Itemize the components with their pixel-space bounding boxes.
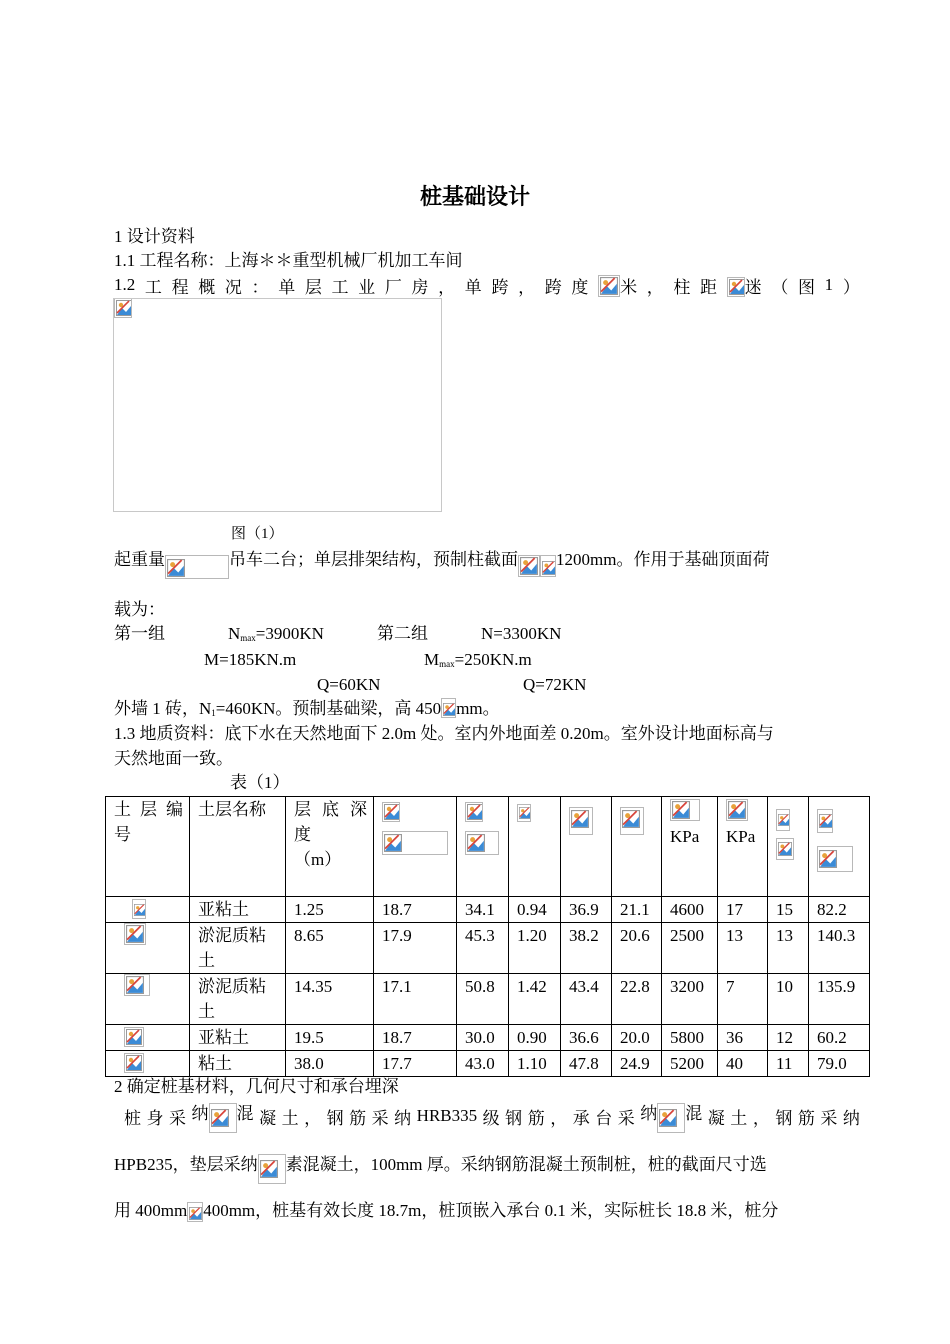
table-row bbox=[106, 1051, 870, 1077]
crane-paragraph-line1 bbox=[114, 549, 769, 579]
broken-image-icon bbox=[124, 1027, 144, 1047]
cell-depth: 38.0 bbox=[286, 1051, 374, 1077]
cell-value: 36.9 bbox=[561, 897, 612, 923]
overview-text: 柱 bbox=[673, 277, 691, 297]
materials-text: 400mm，桩基有效长度 18.7m，桩顶嵌入承台 0.1 米，实际桩长 18.8 米，桩分 bbox=[203, 1201, 779, 1220]
materials-text: 纳 bbox=[640, 1104, 658, 1123]
name-text: 土 bbox=[198, 1002, 215, 1021]
materials-text: 凝 bbox=[259, 1108, 277, 1128]
broken-image-icon bbox=[517, 804, 531, 822]
header-text: 层 bbox=[140, 800, 157, 819]
broken-image-icon bbox=[727, 277, 745, 297]
broken-image-icon bbox=[124, 923, 146, 945]
materials-text: 纳 bbox=[394, 1108, 412, 1128]
overview-text: 厂 bbox=[384, 277, 402, 297]
materials-text: ， bbox=[304, 1108, 322, 1128]
header-text: 层 bbox=[294, 800, 311, 819]
soil-layer-table bbox=[105, 796, 870, 1077]
cell-value: 45.3 bbox=[457, 923, 509, 974]
cell-value: 17.9 bbox=[374, 923, 457, 974]
name-text: 淤泥质粘 bbox=[198, 926, 266, 945]
table-row bbox=[106, 897, 870, 923]
header-void-ratio bbox=[509, 797, 561, 897]
broken-image-icon bbox=[187, 1202, 203, 1222]
materials-text: 混 bbox=[236, 1104, 254, 1123]
figure-caption: 图（1） bbox=[231, 526, 284, 542]
project-name: 1.1 工程名称：上海＊＊重型机械厂机加工车间 bbox=[114, 251, 463, 270]
materials-text: 筋 bbox=[527, 1108, 545, 1128]
cell-value: 2500 bbox=[662, 923, 718, 974]
broken-image-icon bbox=[165, 555, 229, 579]
materials-text: 筋 bbox=[349, 1108, 367, 1128]
cell-value: 60.2 bbox=[809, 1025, 870, 1051]
cell-value: 82.2 bbox=[809, 897, 870, 923]
materials-text: HPB235，垫层采纳 bbox=[114, 1155, 258, 1174]
materials-text: 纳 bbox=[842, 1108, 860, 1128]
layer-no-cell bbox=[106, 923, 190, 974]
figure-1-placeholder bbox=[113, 298, 442, 512]
paragraph-subscript: 1 bbox=[211, 708, 216, 718]
paragraph-text: 外墙 1 砖，N bbox=[114, 699, 212, 718]
cell-depth: 14.35 bbox=[286, 974, 374, 1025]
materials-text: 凝 bbox=[707, 1108, 725, 1128]
load-text: =250KN.m bbox=[454, 650, 532, 669]
layer-no-cell bbox=[106, 974, 190, 1025]
cell-value: 18.7 bbox=[374, 1025, 457, 1051]
header-text: 土 bbox=[114, 800, 131, 819]
load-text: =3900KN bbox=[255, 624, 324, 643]
broken-image-icon bbox=[817, 809, 833, 833]
overview-text: 度 bbox=[571, 277, 589, 297]
materials-text: 土 bbox=[281, 1108, 299, 1128]
paragraph-text: 吊车二台；单层排架结构，预制柱截面 bbox=[229, 550, 518, 569]
cell-value: 0.90 bbox=[509, 1025, 561, 1051]
header-layer-name: 土层名称 bbox=[190, 797, 286, 897]
materials-text: 采 bbox=[617, 1108, 635, 1128]
cell-value: 21.1 bbox=[612, 897, 662, 923]
broken-image-icon bbox=[465, 802, 483, 822]
cell-value: 3200 bbox=[662, 974, 718, 1025]
broken-image-icon bbox=[726, 799, 748, 821]
header-water-content bbox=[457, 797, 509, 897]
broken-image-icon bbox=[817, 846, 853, 872]
cell-value: 135.9 bbox=[809, 974, 870, 1025]
overview-text: 迷 bbox=[744, 277, 762, 297]
header-text: 底 bbox=[322, 800, 339, 819]
load-m1: M=185KN.m bbox=[204, 650, 297, 669]
broken-image-icon bbox=[518, 555, 540, 577]
project-overview-line bbox=[114, 273, 860, 297]
cell-value: 38.2 bbox=[561, 923, 612, 974]
overview-text: 业 bbox=[358, 277, 376, 297]
cell-name bbox=[190, 974, 286, 1025]
cell-value: 13 bbox=[718, 923, 768, 974]
load-subscript: max bbox=[240, 633, 256, 643]
table-row bbox=[106, 923, 870, 974]
header-text: 编 bbox=[166, 800, 183, 819]
paragraph-text: mm。 bbox=[456, 699, 500, 718]
cell-value: 7 bbox=[718, 974, 768, 1025]
materials-text: ， bbox=[752, 1108, 770, 1128]
broken-image-icon bbox=[620, 807, 644, 835]
cell-value: 1.42 bbox=[509, 974, 561, 1025]
cell-value: 20.6 bbox=[612, 923, 662, 974]
materials-line1 bbox=[124, 1104, 860, 1128]
cell-value: 47.8 bbox=[561, 1051, 612, 1077]
cell-value: 1.20 bbox=[509, 923, 561, 974]
crane-paragraph-line2: 载为： bbox=[114, 600, 165, 619]
materials-text: 土 bbox=[730, 1108, 748, 1128]
materials-text: 钢 bbox=[505, 1108, 523, 1128]
cell-value: 15 bbox=[768, 897, 809, 923]
header-depth bbox=[286, 797, 374, 897]
layer-no-cell bbox=[106, 897, 190, 923]
cell-value: 5200 bbox=[662, 1051, 718, 1077]
broken-image-icon bbox=[598, 275, 620, 297]
overview-text: 工 bbox=[331, 277, 349, 297]
cell-value: 17.7 bbox=[374, 1051, 457, 1077]
name-text: 淤泥质粘 bbox=[198, 977, 266, 996]
overview-text: （ bbox=[771, 277, 789, 297]
materials-text: 混 bbox=[685, 1104, 703, 1123]
overview-text: 层 bbox=[304, 277, 322, 297]
materials-text: 纳 bbox=[191, 1104, 209, 1123]
materials-text: 桩 bbox=[124, 1108, 141, 1128]
cell-depth: 8.65 bbox=[286, 923, 374, 974]
overview-text: 单 bbox=[464, 277, 482, 297]
broken-image-icon bbox=[776, 809, 790, 831]
load-group-2-label: 第二组 bbox=[377, 624, 428, 643]
materials-text: 钢 bbox=[775, 1108, 793, 1128]
materials-line3 bbox=[114, 1200, 778, 1222]
cell-value: 10 bbox=[768, 974, 809, 1025]
load-group-1-label: 第一组 bbox=[114, 624, 165, 643]
materials-text: 采 bbox=[169, 1108, 187, 1128]
load-text: M bbox=[424, 650, 440, 669]
overview-text: ， bbox=[438, 277, 456, 297]
cell-name: 亚粘土 bbox=[190, 897, 286, 923]
cell-value: 4600 bbox=[662, 897, 718, 923]
cell-value: 50.8 bbox=[457, 974, 509, 1025]
overview-text: 距 bbox=[700, 277, 718, 297]
header-modulus bbox=[662, 797, 718, 897]
cell-depth: 1.25 bbox=[286, 897, 374, 923]
load-text: N bbox=[228, 624, 241, 643]
overview-text: 米 bbox=[620, 277, 638, 297]
table-row bbox=[106, 974, 870, 1025]
header-friction-angle bbox=[768, 797, 809, 897]
section-heading-2: 2 确定桩基材料，几何尺寸和承台埋深 bbox=[114, 1077, 399, 1096]
load-subscript: max bbox=[439, 659, 455, 669]
table-row bbox=[106, 1025, 870, 1051]
materials-text: 采 bbox=[371, 1108, 389, 1128]
cell-value: 17 bbox=[718, 897, 768, 923]
page-title: 桩基础设计 bbox=[419, 184, 530, 209]
broken-image-icon bbox=[657, 1103, 685, 1133]
materials-text: 素混凝土，100mm 厚。采纳钢筋混凝土预制桩，桩的截面尺寸选 bbox=[285, 1155, 767, 1174]
cell-value: 24.9 bbox=[612, 1051, 662, 1077]
broken-image-icon bbox=[132, 899, 146, 919]
header-text: 度 bbox=[294, 825, 311, 844]
load-q2: Q=72KN bbox=[523, 675, 587, 694]
wall-paragraph bbox=[114, 698, 500, 724]
header-text: （m） bbox=[294, 850, 342, 869]
materials-text: 用 400mm bbox=[114, 1201, 188, 1220]
broken-image-icon bbox=[209, 1103, 237, 1133]
overview-text: 图 bbox=[798, 277, 815, 297]
overview-text: ， bbox=[518, 277, 536, 297]
cell-value: 79.0 bbox=[809, 1051, 870, 1077]
overview-text: 跨 bbox=[544, 277, 562, 297]
section-heading-1: 1 设计资料 bbox=[114, 227, 195, 246]
overview-text: ， bbox=[646, 277, 664, 297]
cell-value: 5800 bbox=[662, 1025, 718, 1051]
broken-image-icon bbox=[465, 831, 499, 855]
cell-value: 40 bbox=[718, 1051, 768, 1077]
cell-name bbox=[190, 923, 286, 974]
header-unit-weight bbox=[374, 797, 457, 897]
cell-value: 43.0 bbox=[457, 1051, 509, 1077]
load-n2: N=3300KN bbox=[481, 624, 562, 643]
materials-text: ， bbox=[550, 1108, 568, 1128]
load-q1: Q=60KN bbox=[317, 675, 381, 694]
load-mmax bbox=[424, 649, 532, 675]
materials-text: HRB335 bbox=[416, 1106, 478, 1125]
overview-text: 程 bbox=[171, 277, 189, 297]
cell-value: 22.8 bbox=[612, 974, 662, 1025]
paragraph-text: 起重量 bbox=[114, 550, 165, 569]
cell-value: 13 bbox=[768, 923, 809, 974]
cell-value: 36.6 bbox=[561, 1025, 612, 1051]
broken-image-icon bbox=[382, 802, 400, 822]
broken-image-icon bbox=[124, 974, 150, 996]
overview-text: ） bbox=[842, 277, 860, 297]
materials-text: 采 bbox=[820, 1108, 838, 1128]
cell-name: 粘土 bbox=[190, 1051, 286, 1077]
overview-text: 工 bbox=[144, 277, 162, 297]
materials-text: 承 bbox=[572, 1108, 590, 1128]
broken-image-icon bbox=[258, 1154, 286, 1184]
cell-value: 140.3 bbox=[809, 923, 870, 974]
overview-text: 1 bbox=[824, 275, 834, 294]
overview-text: 单 bbox=[278, 277, 296, 297]
name-text: 土 bbox=[198, 951, 215, 970]
broken-image-icon bbox=[670, 799, 700, 821]
broken-image-icon bbox=[124, 1053, 144, 1073]
cell-value: 43.4 bbox=[561, 974, 612, 1025]
header-text: KPa bbox=[726, 827, 756, 846]
overview-text: 况 bbox=[224, 277, 242, 297]
cell-value: 0.94 bbox=[509, 897, 561, 923]
overview-text: ： bbox=[251, 277, 269, 297]
broken-image-icon bbox=[540, 555, 556, 577]
materials-text: 台 bbox=[595, 1108, 613, 1128]
layer-no-cell bbox=[106, 1051, 190, 1077]
overview-text: 1.2 bbox=[114, 275, 136, 294]
broken-image-icon bbox=[776, 838, 794, 860]
header-plastic-limit bbox=[612, 797, 662, 897]
broken-image-icon bbox=[569, 807, 593, 835]
header-cohesion bbox=[718, 797, 768, 897]
header-liquid-limit bbox=[561, 797, 612, 897]
materials-line2 bbox=[114, 1154, 767, 1184]
cell-value: 34.1 bbox=[457, 897, 509, 923]
geology-line2: 天然地面一致。 bbox=[114, 749, 233, 768]
broken-image-icon bbox=[441, 698, 456, 718]
paragraph-text: 1200mm。作用于基础顶面荷 bbox=[556, 550, 770, 569]
cell-value: 17.1 bbox=[374, 974, 457, 1025]
materials-text: 级 bbox=[482, 1108, 500, 1128]
cell-value: 36 bbox=[718, 1025, 768, 1051]
table-caption: 表（1） bbox=[230, 773, 290, 792]
cell-name: 亚粘土 bbox=[190, 1025, 286, 1051]
header-text: 深 bbox=[350, 800, 367, 819]
cell-value: 11 bbox=[768, 1051, 809, 1077]
header-text: KPa bbox=[670, 827, 700, 846]
materials-text: 身 bbox=[146, 1108, 164, 1128]
overview-text: 跨 bbox=[491, 277, 509, 297]
overview-text: 房 bbox=[411, 277, 429, 297]
header-bearing bbox=[809, 797, 870, 897]
cell-value: 30.0 bbox=[457, 1025, 509, 1051]
cell-value: 20.0 bbox=[612, 1025, 662, 1051]
header-text: 号 bbox=[114, 825, 131, 844]
cell-depth: 19.5 bbox=[286, 1025, 374, 1051]
geology-line1: 1.3 地质资料：底下水在天然地面下 2.0m 处。室内外地面差 0.20m。室外设计地面标高与 bbox=[114, 724, 774, 743]
cell-value: 18.7 bbox=[374, 897, 457, 923]
header-layer-no bbox=[106, 797, 190, 897]
table-header-row bbox=[106, 797, 870, 897]
load-nmax bbox=[228, 623, 324, 649]
paragraph-text: =460KN。预制基础梁，高 450 bbox=[215, 699, 442, 718]
cell-value: 12 bbox=[768, 1025, 809, 1051]
overview-text: 概 bbox=[198, 277, 216, 297]
materials-text: 钢 bbox=[326, 1108, 344, 1128]
materials-text: 筋 bbox=[797, 1108, 815, 1128]
cell-value: 1.10 bbox=[509, 1051, 561, 1077]
broken-image-icon bbox=[382, 831, 448, 855]
layer-no-cell bbox=[106, 1025, 190, 1051]
